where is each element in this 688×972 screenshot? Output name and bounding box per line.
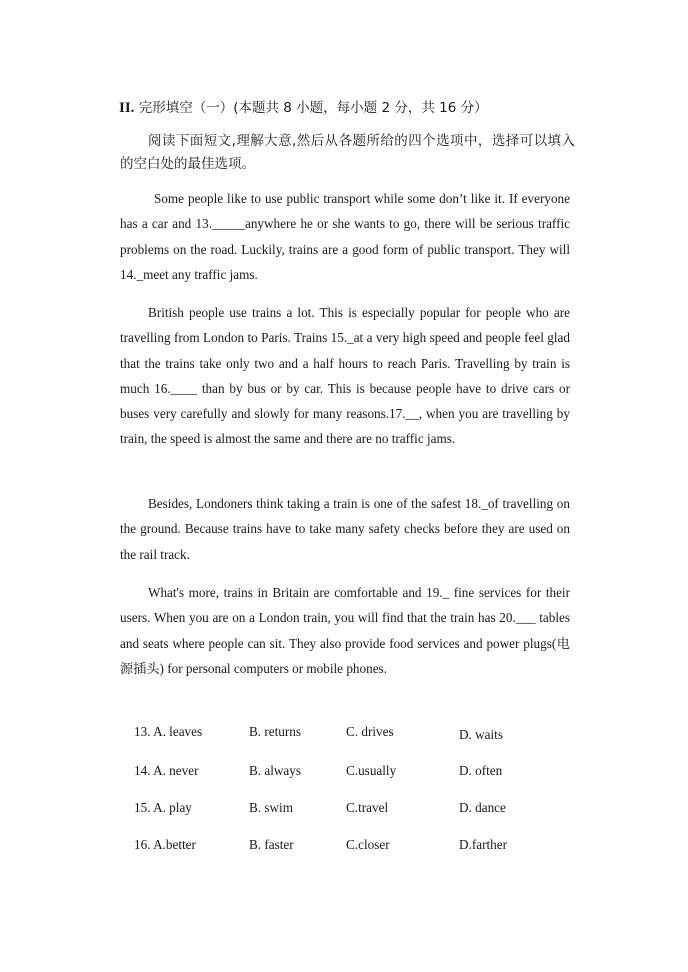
question-number-and-option-a: 14. A. never	[134, 763, 199, 778]
passage-paragraph-4: What's more, trains in Britain are comfortable and 19._ fine services for their users. When you are on a London train, you will find that the train has 20.___ tables and seats where people can sit. They also provide food services and power plugs(电源插头) for personal computers or mobile phones.	[120, 585, 570, 676]
option-d: D.farther	[459, 837, 507, 852]
option-b: B. always	[249, 763, 302, 778]
option-c: C.usually	[346, 763, 397, 778]
instruction-text: 阅读下面短文,理解大意,然后从各题所给的四个选项中，选择可以填入的空白处的最佳选项。	[120, 133, 575, 172]
section-numeral: II.	[119, 100, 135, 116]
option-c: C.travel	[346, 800, 389, 815]
passage-paragraph-1: Some people like to use public transport while some don’t like it. If everyone has a car and 13._____anywhere he or she wants to go, there will be serious traffic problems on the road. Luckily, trains are a good form of public transport. They will 14._meet any traffic jams.	[120, 191, 570, 282]
option-d: D. dance	[459, 800, 506, 815]
question-number-and-option-a: 15. A. play	[134, 800, 192, 815]
question-row	[0, 763, 688, 783]
question-row	[0, 724, 688, 744]
passage-paragraph-2: British people use trains a lot. This is especially popular for people who are travelling from London to Paris. Trains 15._at a very high speed and people feel glad that the trains take only two and a half hours to reach Paris. Travelling by train is much 16.____ than by bus or by car. This is because people have to drive cars or buses very carefully and slowly for many reasons.17.__, when you are travelling by train, the speed is almost the same and there are no traffic jams.	[120, 305, 570, 447]
option-d: D. waits	[459, 727, 503, 742]
question-number-and-option-a: 13. A. leaves	[134, 724, 203, 739]
question-row	[0, 800, 688, 820]
option-d: D. often	[459, 763, 503, 778]
option-b: B. swim	[249, 800, 293, 815]
passage-paragraph-3: Besides, Londoners think taking a train is one of the safest 18._of travelling on the ground. Because trains have to take many safety checks before they are used on the rail track.	[120, 496, 570, 562]
option-b: B. faster	[249, 837, 294, 852]
option-c: C.closer	[346, 837, 390, 852]
option-b: B. returns	[249, 724, 302, 739]
section-title: 完形填空（一）(本题共 8 小题，每小题 2 分，共 16 分）	[138, 100, 488, 116]
question-row	[0, 837, 688, 857]
section-heading	[119, 96, 488, 117]
question-number-and-option-a: 16. A.better	[134, 837, 196, 852]
option-c: C. drives	[346, 724, 394, 739]
